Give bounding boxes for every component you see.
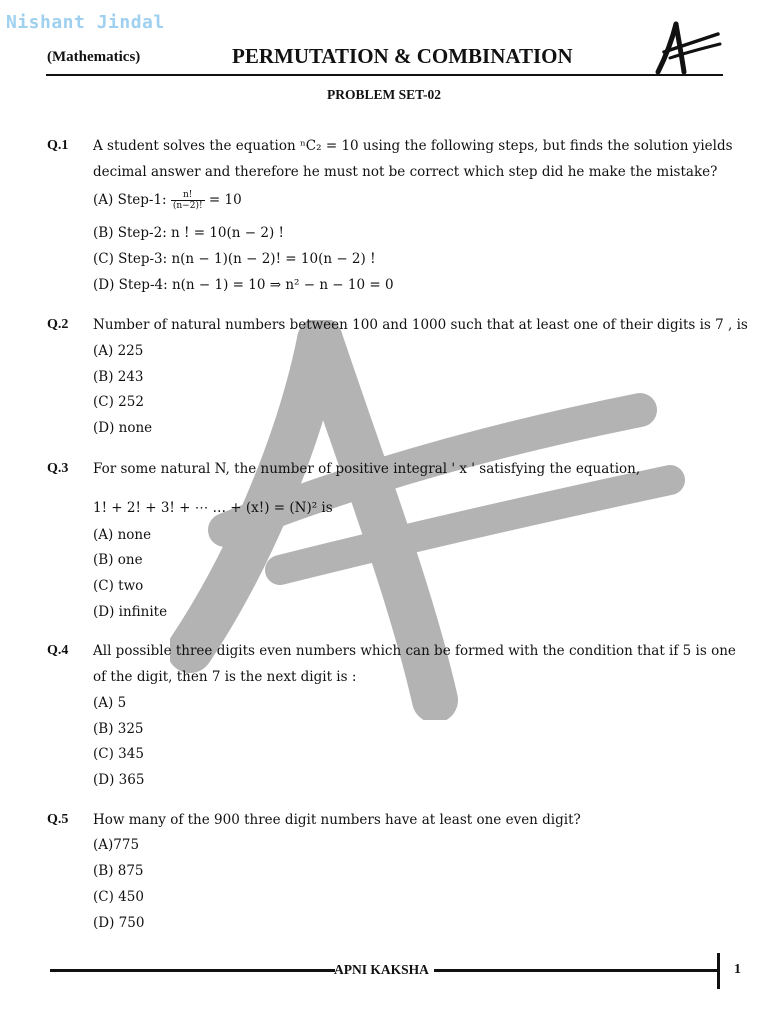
apni-kaksha-watermark — [170, 320, 690, 720]
option-a: (A) 225 — [93, 343, 144, 359]
question-text: of the digit, then 7 is the next digit is : — [93, 669, 357, 685]
option-d: (D) 365 — [93, 772, 145, 788]
option-b: (B) 875 — [93, 863, 144, 879]
question-number: Q.5 — [47, 812, 69, 827]
equation-rhs: = 10 — [208, 192, 242, 208]
option-b: (B) 325 — [93, 721, 144, 737]
footer-rule-right — [434, 969, 718, 972]
footer-rule-left — [50, 969, 335, 972]
option-a — [93, 190, 242, 211]
question-number: Q.2 — [47, 317, 69, 332]
footer-vertical-bar — [717, 953, 720, 989]
question-number: Q.4 — [47, 643, 69, 658]
fraction-numerator: n! — [171, 190, 205, 201]
question-equation: 1! + 2! + 3! + ⋯ … + (x!) = (N)² is — [93, 500, 333, 516]
option-c: (C) 252 — [93, 394, 144, 410]
option-c: (C) 450 — [93, 889, 144, 905]
author-watermark: Nishant Jindal — [6, 12, 165, 33]
option-b: (B) 243 — [93, 369, 144, 385]
page-title: PERMUTATION & COMBINATION — [232, 44, 573, 68]
option-c: (C) two — [93, 578, 144, 594]
problem-set-title: PROBLEM SET-02 — [327, 87, 441, 102]
option-a: (A) none — [93, 527, 152, 543]
option-d: (D) Step-4: n(n − 1) = 10 ⇒ n² − n − 10 = 0 — [93, 277, 394, 293]
subject-label: (Mathematics) — [47, 49, 141, 65]
header-rule — [46, 74, 723, 76]
footer-brand: APNI KAKSHA — [334, 962, 429, 977]
option-c: (C) 345 — [93, 746, 144, 762]
option-a: (A)775 — [93, 837, 140, 853]
option-d: (D) infinite — [93, 604, 168, 620]
question-text: For some natural N, the number of positive integral ' x ' satisfying the equation, — [93, 461, 641, 477]
page-number: 1 — [734, 962, 741, 977]
apni-kaksha-logo-icon — [652, 18, 724, 76]
fraction — [171, 190, 205, 211]
question-number: Q.3 — [47, 461, 69, 476]
question-text: A student solves the equation ⁿC₂ = 10 using the following steps, but finds the solution yields — [93, 138, 733, 154]
option-b: (B) one — [93, 552, 143, 568]
question-number: Q.1 — [47, 138, 69, 153]
question-text: All possible three digits even numbers which can be formed with the condition that if 5 is one — [93, 643, 736, 659]
option-b: (B) Step-2: n ! = 10(n − 2) ! — [93, 225, 284, 241]
option-d: (D) none — [93, 420, 153, 436]
option-d: (D) 750 — [93, 915, 145, 931]
option-c: (C) Step-3: n(n − 1)(n − 2)! = 10(n − 2) ! — [93, 251, 376, 267]
option-label: (A) Step-1: — [93, 192, 167, 208]
question-text: decimal answer and therefore he must not be correct which step did he make the mistake? — [93, 164, 718, 180]
option-a: (A) 5 — [93, 695, 127, 711]
question-text: How many of the 900 three digit numbers have at least one even digit? — [93, 812, 581, 828]
fraction-denominator: (n−2)! — [172, 201, 203, 211]
question-text: Number of natural numbers between 100 and 1000 such that at least one of their digits is 7 , is — [93, 317, 748, 333]
